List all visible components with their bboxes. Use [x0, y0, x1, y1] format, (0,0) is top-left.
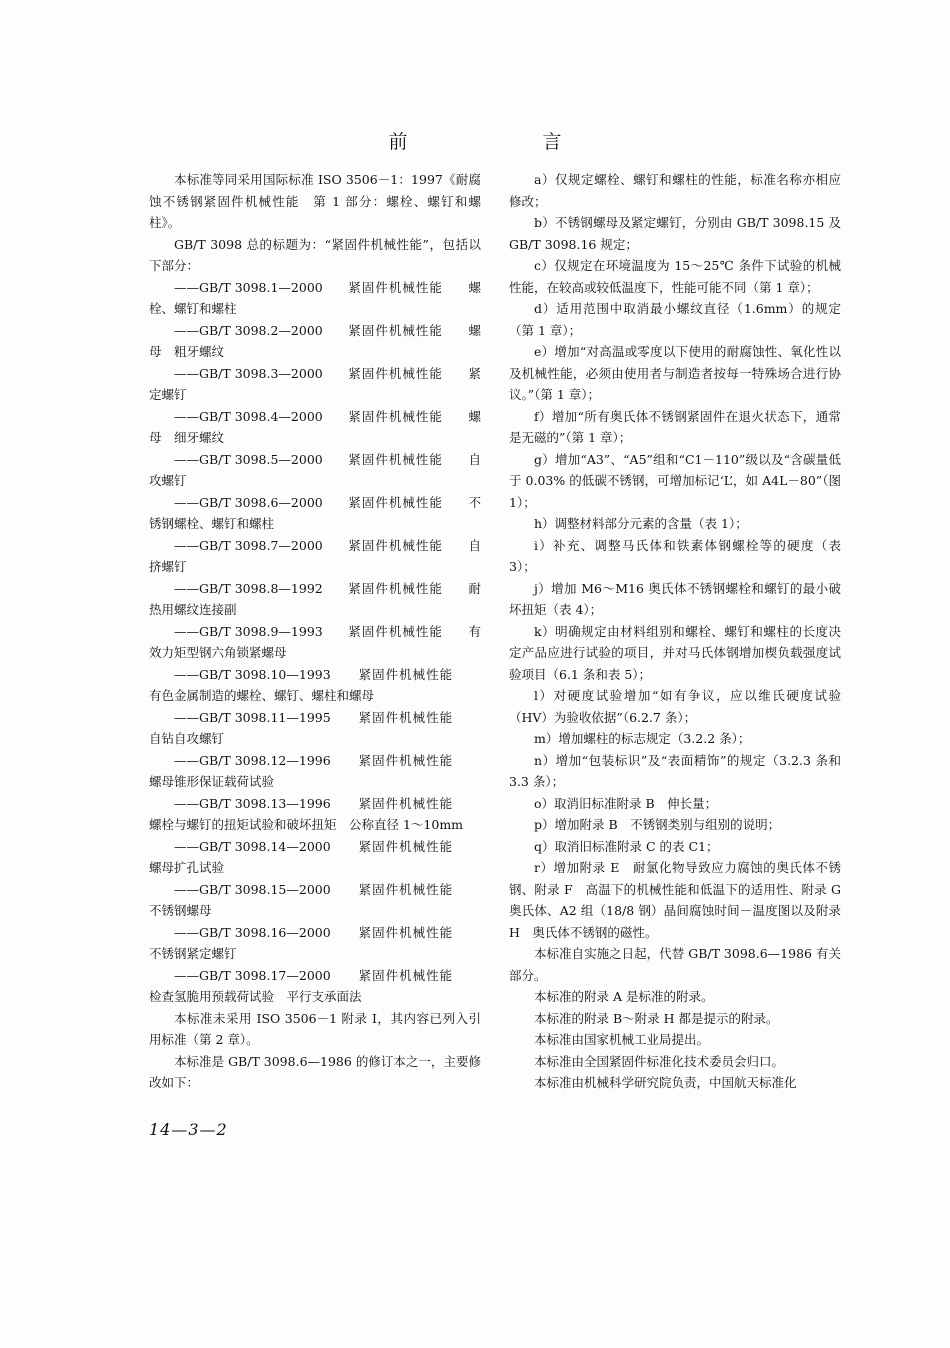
standard-name: 紧固件机械性能	[358, 881, 454, 897]
standard-item	[149, 836, 481, 879]
standard-code: ——GB/T 3098.9—1993	[174, 623, 323, 639]
standard-name-wrap-char: 螺	[468, 322, 481, 338]
standard-line	[149, 363, 481, 385]
standard-line	[149, 879, 481, 901]
standard-code: ——GB/T 3098.8—1992	[174, 580, 323, 596]
standard-name: 紧固件机械性能	[348, 408, 443, 424]
standard-line	[149, 406, 481, 428]
left-column	[149, 169, 481, 1094]
standard-code: ——GB/T 3098.11—1995	[174, 709, 331, 725]
standard-name-wrap-char: 自	[468, 537, 481, 553]
managed-by-paragraph: 本标准由全国紧固件标准化技术委员会归口。	[534, 1053, 785, 1069]
standard-name-continuation: 效力矩型钢六角锁紧螺母	[149, 645, 287, 660]
overview-paragraph: GB/T 3098 总的标题为：“紧固件机械性能”，包括以下部分：	[149, 236, 481, 273]
standard-name-wrap-char: 螺	[468, 279, 481, 295]
change-item: r）增加附录 E 耐氯化物导致应力腐蚀的奥氏体不锈钢、附录 F 高温下的机械性能和低温下的适用性、附录 G 奥氏体、A2 组（18/8 钢）晶间腐蚀时间－温度图以及附录 H 奥氏体不锈钢的磁性。	[509, 860, 854, 940]
standard-name: 紧固件机械性能	[348, 279, 443, 295]
standard-code: ——GB/T 3098.12—1996	[174, 752, 331, 768]
change-item: a）仅规定螺栓、螺钉和螺柱的性能，标准名称亦相应修改；	[509, 172, 841, 209]
standard-code: ——GB/T 3098.4—2000	[174, 408, 323, 424]
standard-name: 紧固件机械性能	[348, 451, 443, 467]
standard-item	[149, 277, 481, 320]
proposed-by-paragraph: 本标准由国家机械工业局提出。	[534, 1032, 710, 1047]
standard-line	[149, 492, 481, 514]
standard-name: 紧固件机械性能	[358, 838, 454, 854]
standard-name-continuation: 栓、螺钉和螺柱	[149, 301, 237, 316]
standard-item	[149, 707, 481, 750]
standard-line	[149, 965, 481, 987]
change-item: d）适用范围中取消最小螺纹直径（1.6mm）的规定（第 1 章）；	[509, 301, 841, 338]
change-item: f）增加“所有奥氏体不锈钢紧固件在退火状态下，通常是无磁的”（第 1 章）；	[509, 408, 841, 445]
standards-list	[149, 277, 481, 1008]
change-item: e）增加“对高温或零度以下使用的耐腐蚀性、氧化性以及机械性能，必须由使用者与制造者按每一特殊场合进行协议。”（第 1 章）；	[509, 344, 841, 402]
standard-line	[149, 793, 481, 815]
standard-name: 紧固件机械性能	[348, 580, 443, 596]
standard-name-wrap-char: 耐	[468, 580, 481, 596]
page-number: 14—3—2	[149, 1120, 228, 1139]
standard-line	[149, 922, 481, 944]
standard-name: 紧固件机械性能	[348, 623, 443, 639]
standard-name: 紧固件机械性能	[358, 967, 454, 983]
standard-line	[149, 750, 481, 772]
replaces-paragraph: 本标准自实施之日起，代替 GB/T 3098.6—1986 有关部分。	[509, 946, 841, 983]
standard-item	[149, 965, 481, 1008]
right-column	[509, 169, 854, 1094]
change-item: c）仅规定在环境温度为 15～25℃ 条件下试验的机械性能，在较高或较低温度下，性能可能不同（第 1 章）；	[509, 258, 841, 295]
page-title: 前 言	[388, 131, 620, 153]
change-item: n）增加“包装标识”及“表面精饰”的规定（3.2.3 条和 3.3 条）；	[509, 752, 841, 789]
changes-list	[509, 169, 854, 943]
standard-item	[149, 879, 481, 922]
standard-code: ——GB/T 3098.3—2000	[174, 365, 323, 381]
standard-name-continuation: 挤螺钉	[149, 559, 187, 574]
standard-line	[149, 277, 481, 299]
standard-line	[149, 664, 481, 686]
change-item: k）明确规定由材料组别和螺栓、螺钉和螺柱的长度决定产品应进行试验的项目，并对马氏体钢增加楔负载强度试验项目（6.1 条和表 5）；	[509, 623, 841, 682]
standard-item	[149, 621, 481, 664]
standard-item	[149, 578, 481, 621]
standard-name-wrap-char: 有	[468, 623, 481, 639]
change-item: l）对硬度试验增加“如有争议，应以维氏硬度试验（HV）为验收依据”（6.2.7 条）；	[509, 688, 841, 725]
standard-code: ——GB/T 3098.17—2000	[174, 967, 331, 983]
standard-name: 紧固件机械性能	[358, 666, 454, 682]
standard-name-continuation: 攻螺钉	[149, 473, 187, 488]
standard-item	[149, 793, 481, 836]
standard-name-continuation: 锈钢螺栓、螺钉和螺柱	[149, 516, 275, 531]
standard-line	[149, 836, 481, 858]
drafted-by-paragraph: 本标准由机械科学研究院负责，中国航天标准化	[534, 1075, 797, 1090]
standard-code: ——GB/T 3098.16—2000	[174, 924, 331, 940]
standard-item	[149, 922, 481, 965]
standard-name: 紧固件机械性能	[348, 322, 443, 338]
standard-code: ——GB/T 3098.7—2000	[174, 537, 323, 553]
standard-name-continuation: 定螺钉	[149, 387, 187, 402]
standard-item	[149, 406, 481, 449]
standard-item	[149, 363, 481, 406]
standard-name-continuation: 螺母锥形保证载荷试验	[149, 774, 275, 789]
appendix-a-paragraph: 本标准的附录 A 是标准的附录。	[534, 989, 714, 1004]
standard-item	[149, 320, 481, 363]
standard-name-continuation: 不锈钢紧定螺钉	[149, 946, 237, 961]
change-item: q）取消旧标准附录 C 的表 C1；	[534, 838, 719, 854]
standard-name: 紧固件机械性能	[358, 709, 454, 725]
standard-code: ——GB/T 3098.1—2000	[174, 279, 323, 295]
standard-name-wrap-char: 紧	[468, 365, 481, 381]
standard-line	[149, 449, 481, 471]
standard-name-continuation: 母 粗牙螺纹	[149, 344, 225, 359]
revision-paragraph: 本标准是 GB/T 3098.6—1986 的修订本之一，主要修改如下：	[149, 1053, 481, 1090]
standard-code: ——GB/T 3098.2—2000	[174, 322, 323, 338]
standard-line	[149, 578, 481, 600]
standard-name: 紧固件机械性能	[348, 365, 443, 381]
change-item: h）调整材料部分元素的含量（表 1）；	[534, 516, 748, 531]
standard-code: ——GB/T 3098.5—2000	[174, 451, 323, 467]
change-item: m）增加螺柱的标志规定（3.2.2 条）；	[534, 731, 751, 746]
change-item: o）取消旧标准附录 B 伸长量；	[534, 795, 718, 811]
standard-code: ——GB/T 3098.13—1996	[174, 795, 331, 811]
standard-name: 紧固件机械性能	[348, 537, 443, 553]
standard-line	[149, 535, 481, 557]
standard-line	[149, 621, 481, 643]
standard-code: ——GB/T 3098.6—2000	[174, 494, 323, 510]
not-adopted-paragraph: 本标准未采用 ISO 3506－1 附录 I，其内容已列入引用标准（第 2 章）。	[149, 1010, 481, 1047]
appendix-bh-paragraph: 本标准的附录 B～附录 H 都是提示的附录。	[534, 1010, 779, 1026]
standard-name-wrap-char: 自	[468, 451, 481, 467]
standard-name-continuation: 有色金属制造的螺栓、螺钉、螺柱和螺母	[149, 688, 375, 703]
standard-item	[149, 492, 481, 535]
standard-code: ——GB/T 3098.14—2000	[174, 838, 331, 854]
standard-code: ——GB/T 3098.15—2000	[174, 881, 331, 897]
standard-name-continuation: 母 细牙螺纹	[149, 430, 225, 445]
change-item: p）增加附录 B 不锈钢类别与组别的说明；	[534, 817, 781, 832]
standard-name-continuation: 热用螺纹连接副	[149, 602, 237, 617]
standard-line	[149, 707, 481, 729]
standard-name-wrap-char: 螺	[468, 408, 481, 424]
standard-line	[149, 320, 481, 342]
change-item: j）增加 M6～M16 奥氏体不锈钢螺栓和螺钉的最小破坏扭矩（表 4）；	[509, 580, 841, 617]
standard-name: 紧固件机械性能	[348, 494, 443, 510]
standard-code: ——GB/T 3098.10—1993	[174, 666, 331, 682]
standard-item	[149, 535, 481, 578]
standard-name-continuation: 不锈钢螺母	[149, 903, 212, 918]
change-item: b）不锈钢螺母及紧定螺钉，分别由 GB/T 3098.15 及 GB/T 3098.16 规定；	[509, 215, 841, 252]
standard-name: 紧固件机械性能	[358, 752, 454, 768]
standard-name-wrap-char: 不	[468, 494, 481, 510]
standard-name-continuation: 检查氢脆用预载荷试验 平行支承面法	[149, 989, 362, 1004]
standard-name: 紧固件机械性能	[358, 924, 454, 940]
standard-name-continuation: 螺母扩孔试验	[149, 860, 225, 875]
standard-item	[149, 750, 481, 793]
standard-item	[149, 664, 481, 707]
intro-paragraph: 本标准等同采用国际标准 ISO 3506－1：1997《耐腐蚀不锈钢紧固件机械性能 第 1 部分：螺栓、螺钉和螺柱》。	[149, 172, 481, 230]
standard-item	[149, 449, 481, 492]
change-item: g）增加“A3”、“A5”组和“C1－110”级以及“含碳量低于 0.03% 的低碳不锈钢，可增加标记‘L’，如 A4L－80”（图 1）；	[509, 451, 841, 510]
standard-name-continuation: 螺栓与螺钉的扭矩试验和破坏扭矩 公称直径 1～10mm	[149, 817, 464, 832]
change-item: i）补充、调整马氏体和铁素体钢螺栓等的硬度（表 3）；	[509, 537, 841, 574]
standard-name: 紧固件机械性能	[358, 795, 454, 811]
standard-name-continuation: 自钻自攻螺钉	[149, 731, 225, 746]
